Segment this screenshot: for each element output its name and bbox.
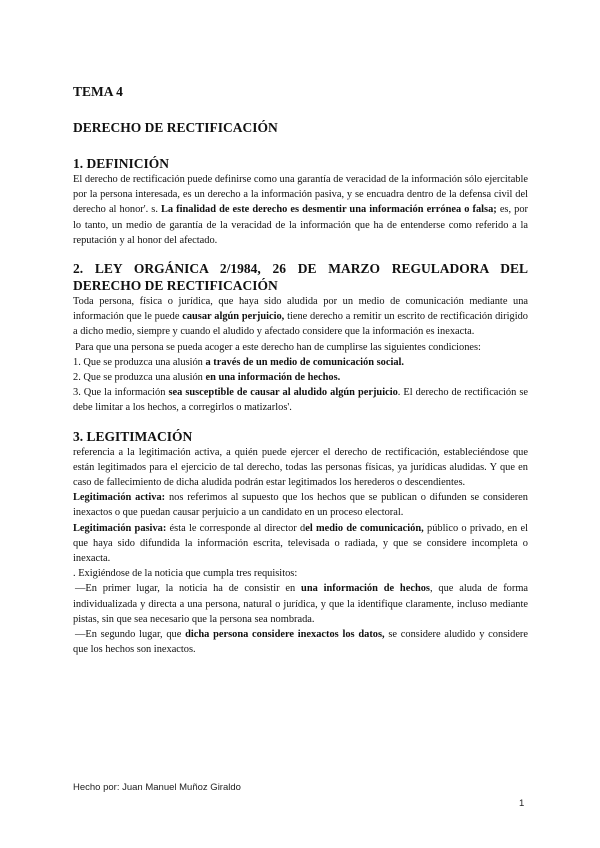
bold-run: causar algún perjuicio, (182, 311, 285, 323)
text-run: es, por lo tanto, un medio de garantía de la veracidad de la información que ha de entenderse como referido a la reputación y al honor del afectado. (73, 204, 528, 246)
footer-author: Hecho por: Juan Manuel Muñoz Giraldo (73, 782, 241, 793)
page-number: 1 (519, 798, 525, 809)
section-heading-definicion: 1. DEFINICIÓN (73, 156, 170, 171)
text-run: 3. Que la información (73, 387, 169, 399)
text-run: tiene derecho a remitir un escrito de rectificación dirigido a dicho medio, siempre y cuando el aludido y afectado considere que la información es inexacta. (73, 311, 529, 338)
bold-run: sea susceptible de causar al aludido algún perjuicio (168, 387, 398, 399)
section-definicion-paragraph (73, 172, 528, 248)
section-legitimacion-paragraph: referencia a la legitimación activa, a quién puede ejercer el derecho de rectificación, estableciéndose que están legitimados para el ejercicio de tal derecho, todas las personas físicas, ya jurídicas aludidas. Y que en caso de fallecimiento de dicha aludida podrán estar legitimados los herederos o descendientes. (73, 446, 528, 489)
text-run: —En segundo lugar, que (75, 629, 186, 641)
condition-item-3 (73, 385, 528, 415)
section-ley-paragraph (73, 294, 528, 340)
text-run: se considere aludido y considere que los hechos son inexactos. (73, 629, 528, 656)
bold-run: el medio de comunicación, (305, 522, 424, 534)
legitimacion-activa-paragraph (73, 490, 528, 520)
text-run: público o privado, en el que haya sido difundida la información escrita, televisada o radiada, y que se considere incompleta o inexacta. (73, 522, 528, 565)
text-run: —En primer lugar, la noticia ha de consistir en (75, 583, 302, 595)
requisito-item-2 (73, 627, 528, 657)
bold-run: Legitimación pasiva: (73, 522, 167, 534)
requisito-item-1 (73, 581, 528, 627)
section-ley-conditions-intro: Para que una persona se pueda acoger a este derecho han de cumplirse las siguientes condiciones: (75, 341, 481, 353)
bold-run: Legitimación activa: (73, 492, 166, 504)
condition-item-1 (73, 355, 528, 370)
requisitos-intro: . Exigiéndose de la noticia que cumpla tres requisitos: (73, 568, 298, 580)
section-heading-ley: 2. LEY ORGÁNICA 2/1984, 26 DE MARZO REGULADORA DEL DERECHO DE RECTIFICACIÓN (73, 261, 528, 294)
text-run: El derecho de rectificación puede definirse como una garantía de veracidad de la información sólo ejercitable por la persona interesada, es un derecho a la información pasiva, y se encuadra dentro de la defensa civil del derecho al honor'. s. (73, 174, 528, 216)
text-run: 1. Que se produzca una alusión (73, 356, 206, 368)
text-run: , que aluda de forma individualizada y directa a una persona, natural o jurídica, y que la identifique claramente, incluso mediante pistas, sin que sea necesario que la persona sea nombrada. (73, 583, 529, 625)
document-body (73, 84, 528, 657)
section-heading-legitimacion: 3. LEGITIMACIÓN (73, 428, 193, 444)
bold-run: una información de hechos (301, 583, 430, 595)
document-title: DERECHO DE RECTIFICACIÓN (73, 120, 278, 135)
document-label: TEMA 4 (73, 84, 123, 99)
bold-run: en una información de hechos. (205, 372, 341, 384)
text-run: . El derecho de rectificación se debe limitar a los hechos, a corregirlos o matizarlos'. (73, 387, 528, 414)
text-run: 2. Que se produzca una alusión (73, 372, 206, 384)
bold-run: a través de un medio de comunicación social. (205, 356, 405, 368)
bold-run: La finalidad de este derecho es desmentir una información errónea o falsa; (160, 204, 497, 216)
condition-item-2 (73, 370, 528, 385)
legitimacion-pasiva-paragraph (73, 521, 528, 567)
text-run: nos referimos al supuesto que los hechos que se publican o difunden se consideren inexactos o que puedan causar perjuicio a un candidato en un proceso electoral. (73, 492, 528, 519)
text-run: ésta le corresponde al director d (166, 522, 306, 534)
bold-run: dicha persona considere inexactos los datos, (185, 629, 385, 641)
text-run: Toda persona, física o jurídica, que haya sido aludida por un medio de comunicación mediante una información que le puede (73, 296, 528, 323)
